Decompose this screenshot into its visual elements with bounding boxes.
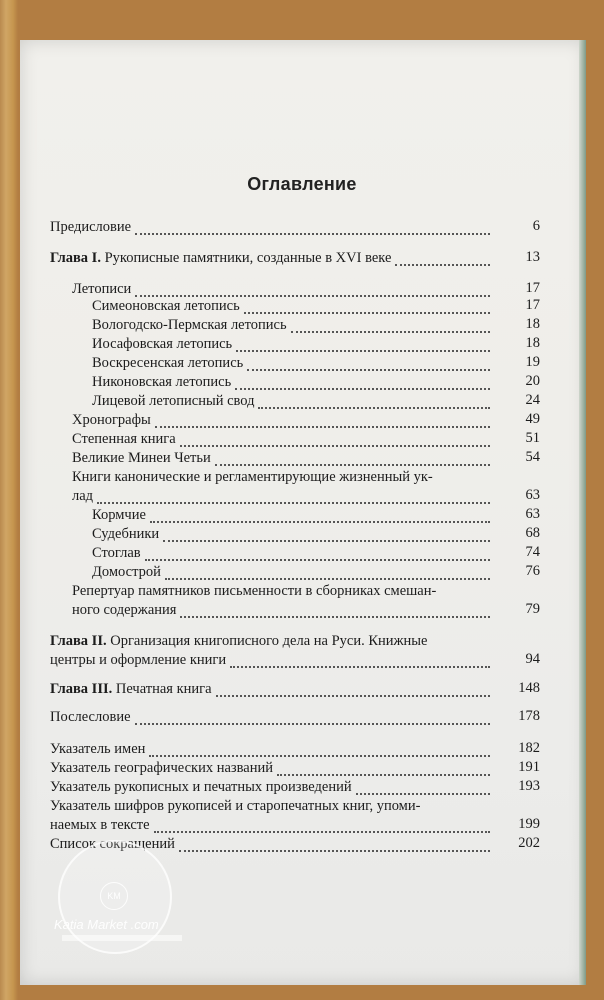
toc-entry-title: Лицевой летописный свод (92, 393, 255, 409)
toc-page-number: 18 (525, 335, 540, 351)
toc-leader-dots (145, 559, 490, 561)
page-title: Оглавление (247, 174, 357, 194)
toc-entry-title: Воскресенская летопись (92, 355, 244, 371)
toc-leader-dots (149, 755, 490, 757)
toc-entry-title: Вологодско-Пермская летопись (92, 317, 287, 333)
toc-entry (92, 392, 254, 411)
chapter-label: Глава I. (50, 250, 101, 266)
toc-entry-title: Указатель рукописных и печатных произведений (50, 779, 352, 795)
toc-page-number: 199 (518, 816, 540, 832)
toc-page-number: 54 (525, 449, 540, 465)
toc-entry (92, 506, 146, 525)
chapter-label: Глава III. (50, 681, 113, 697)
toc-entry-title: Послесловие (50, 709, 131, 725)
toc-entry-continuation: ного содержания (72, 602, 177, 618)
toc-leader-dots (154, 831, 490, 833)
toc-entry-title: Судебники (92, 526, 160, 542)
toc-page-number: 182 (518, 740, 540, 756)
toc-entry-title: Степенная книга (72, 431, 176, 447)
toc-entry (72, 411, 151, 430)
toc-entry-title: Кормчие (92, 507, 146, 523)
toc-page-number: 63 (525, 506, 540, 522)
toc-entry-title: Никоновская летопись (92, 374, 232, 390)
toc-entry-title: Рукописные памятники, созданные в XVI веке (100, 250, 392, 266)
toc-leader-dots (215, 464, 490, 466)
toc-leader-dots (230, 666, 490, 668)
toc-entry (50, 740, 145, 759)
toc-leader-dots (135, 295, 490, 297)
chapter-label: Глава II. (50, 633, 107, 649)
toc-entry (72, 468, 433, 487)
toc-entry (72, 430, 176, 449)
toc-leader-dots (247, 369, 490, 371)
toc-leader-dots (236, 350, 490, 352)
toc-entry-title: Симеоновская летопись (92, 298, 240, 314)
toc-leader-dots (244, 312, 490, 314)
toc-leader-dots (150, 521, 490, 523)
toc-entry-title: Организация книгописного дела на Руси. Книжные (106, 633, 428, 649)
toc-leader-dots (180, 445, 490, 447)
toc-leader-dots (356, 793, 490, 795)
toc-entry (50, 708, 131, 727)
toc-page-number: 18 (525, 316, 540, 332)
toc-leader-dots (165, 578, 490, 580)
toc-page-number: 178 (518, 708, 540, 724)
toc-page-number: 68 (525, 525, 540, 541)
toc-entry (92, 563, 161, 582)
toc-page-number: 191 (518, 759, 540, 775)
toc-page-number: 79 (525, 601, 540, 617)
toc-entry-title: Иосафовская летопись (92, 336, 233, 352)
toc-page-number: 49 (525, 411, 540, 427)
toc-page-number: 24 (525, 392, 540, 408)
toc-leader-dots (258, 407, 490, 409)
toc-leader-dots (135, 723, 490, 725)
toc-page-number: 20 (525, 373, 540, 389)
toc-page-number: 74 (525, 544, 540, 560)
toc-entry (72, 449, 211, 468)
toc-entry (50, 632, 427, 651)
toc-entry (92, 297, 240, 316)
watermark-logo (48, 840, 178, 990)
watermark-monogram: KM (100, 882, 128, 910)
toc-entry (50, 249, 391, 268)
toc-entry-continuation: лад (72, 488, 94, 504)
toc-leader-dots (179, 850, 490, 852)
toc-entry-title: Предисловие (50, 219, 132, 235)
toc-entry-title: Репертуар памятников письменности в сборниках смешан- (72, 583, 437, 599)
toc-entry (92, 335, 232, 354)
toc-entry (50, 759, 273, 778)
toc-leader-dots (97, 502, 490, 504)
toc-entry-title: Домострой (92, 564, 161, 580)
toc-page-number: 193 (518, 778, 540, 794)
toc-leader-dots (291, 331, 490, 333)
toc-leader-dots (163, 540, 490, 542)
toc-leader-dots (235, 388, 490, 390)
toc-page-number: 19 (525, 354, 540, 370)
toc-entry (50, 218, 131, 237)
toc-entry (92, 316, 287, 335)
toc-page-number: 94 (525, 651, 540, 667)
toc-entry-title: Указатель имен (50, 741, 146, 757)
toc-entry-title: Хронографы (72, 412, 151, 428)
toc-entry (92, 373, 231, 392)
toc-page-number: 13 (525, 249, 540, 265)
toc-entry (72, 582, 436, 601)
toc-entry-title: Указатель географических названий (50, 760, 274, 776)
toc-page-number: 51 (525, 430, 540, 446)
watermark-name: Katia Market .com (54, 917, 159, 932)
toc-entry (92, 525, 159, 544)
toc-entry (50, 797, 420, 816)
toc-entry-title: Указатель шифров рукописей и старопечатных книг, упоми- (50, 798, 421, 814)
toc-leader-dots (216, 695, 490, 697)
toc-page-number: 76 (525, 563, 540, 579)
toc-entry-title: Великие Минеи Четьи (72, 450, 211, 466)
watermark-tagline (62, 935, 182, 941)
toc-entry-title: Летописи (72, 281, 132, 297)
toc-entry-continuation: наемых в тексте (50, 817, 150, 833)
toc-leader-dots (180, 616, 490, 618)
toc-leader-dots (395, 264, 490, 266)
toc-page-number: 6 (532, 218, 540, 234)
toc-entry (50, 778, 352, 797)
toc-entry-continuation: центры и оформление книги (50, 652, 227, 668)
toc-leader-dots (155, 426, 490, 428)
toc-entry-title: Печатная книга (112, 681, 212, 697)
toc-entry (50, 680, 212, 699)
toc-page-number: 63 (525, 487, 540, 503)
toc-leader-dots (277, 774, 490, 776)
toc-entry-title: Книги канонические и регламентирующие жизненный ук- (72, 469, 433, 485)
toc-entry-title: Список сокращений (50, 836, 175, 852)
toc-leader-dots (135, 233, 490, 235)
toc-entry (92, 354, 243, 373)
toc-entry-title: Стоглав (92, 545, 141, 561)
toc-page-number: 202 (518, 835, 540, 851)
toc-page-number: 17 (525, 297, 540, 313)
toc-page-number: 148 (518, 680, 540, 696)
toc-entry (92, 544, 141, 563)
toc-page-number: 17 (525, 280, 540, 296)
